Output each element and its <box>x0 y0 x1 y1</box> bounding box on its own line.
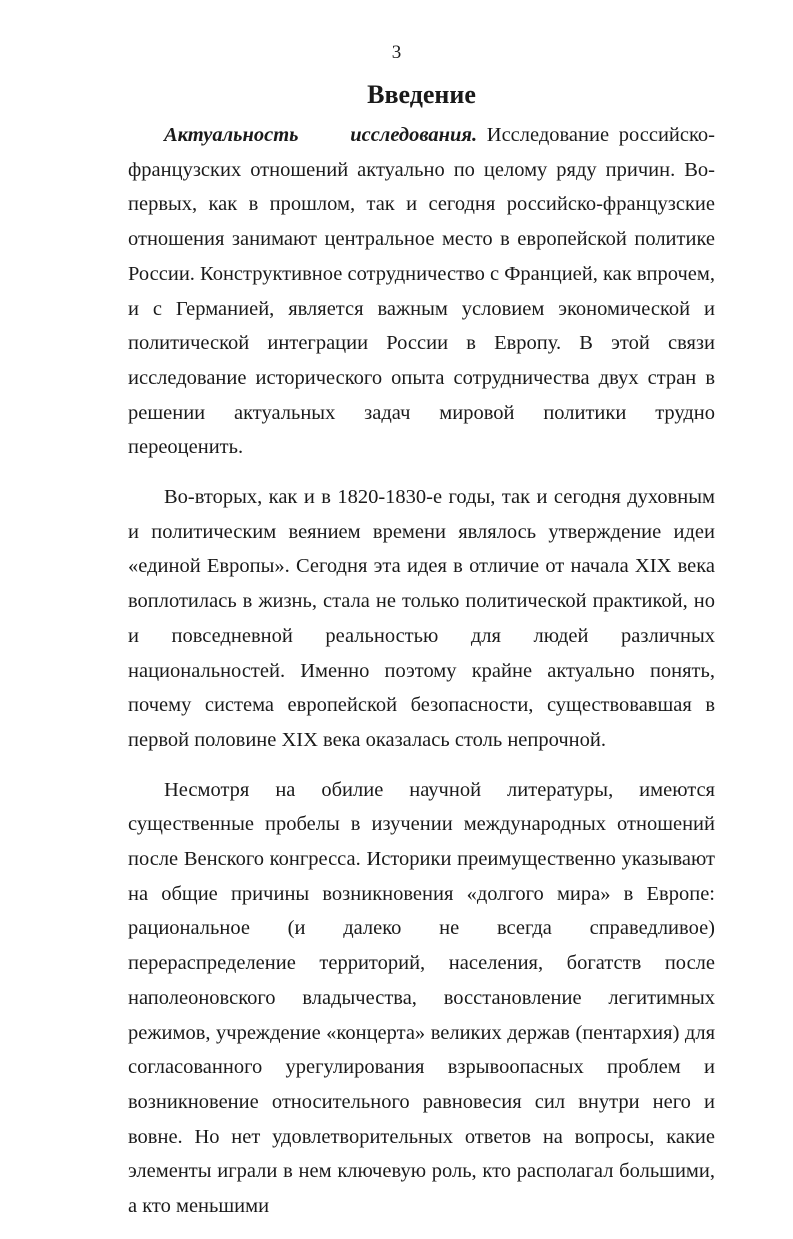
section-title: Введение <box>367 80 476 109</box>
paragraph-3: Несмотря на обилие научной литературы, имеются существенные пробелы в изучении международных отношений после Венского конгресса. Историки преимущественно указывают на общие причины возникновения «долгого мира» в Европе: рациональное (и далеко не всегда справедливое) перераспределение территорий, населения, богатств после наполеоновского владычества, восстановление легитимных режимов, учреждение «концерта» великих держав (пентархия) для согласованного урегулирования взрывоопасных проблем и возникновение относительного равновесия сил внутри него и вовне. Но нет удовлетворительных ответов на вопросы, какие элементы играли в нем ключевую роль, кто располагал большими, а кто меньшими <box>128 778 715 1218</box>
paragraph-2: Во-вторых, как и в 1820-1830-е годы, так и сегодня духовным и политическим веянием времени являлось утверждение идеи «единой Европы». Сегодня эта идея в отличие от начала XIX века воплотилась в жизнь, стала не только политической практикой, но и повседневной реальностью для людей различных национальностей. Именно поэтому крайне актуально понять, почему система европейской безопасности, существовавшая в первой половине XIX века оказалась столь непрочной. <box>128 486 715 751</box>
body-text <box>128 118 715 1239</box>
paragraph-lead: Актуальность исследования. <box>164 124 478 146</box>
paragraph-1-text: Исследование российско-французских отношений актуально по целому ряду причин. Во-первых, как в прошлом, так и сегодня российско-французские отношения занимают центральное место в европейской политике России. Конструктивное сотрудничество с Францией, как впрочем, и с Германией, является важным условием экономической и политической интеграции России в Европу. В этой связи исследование исторического опыта сотрудничества двух стран в решении актуальных задач мировой политики трудно переоценить. <box>128 124 715 459</box>
page-number: 3 <box>391 42 402 63</box>
paragraph-1 <box>128 118 715 465</box>
